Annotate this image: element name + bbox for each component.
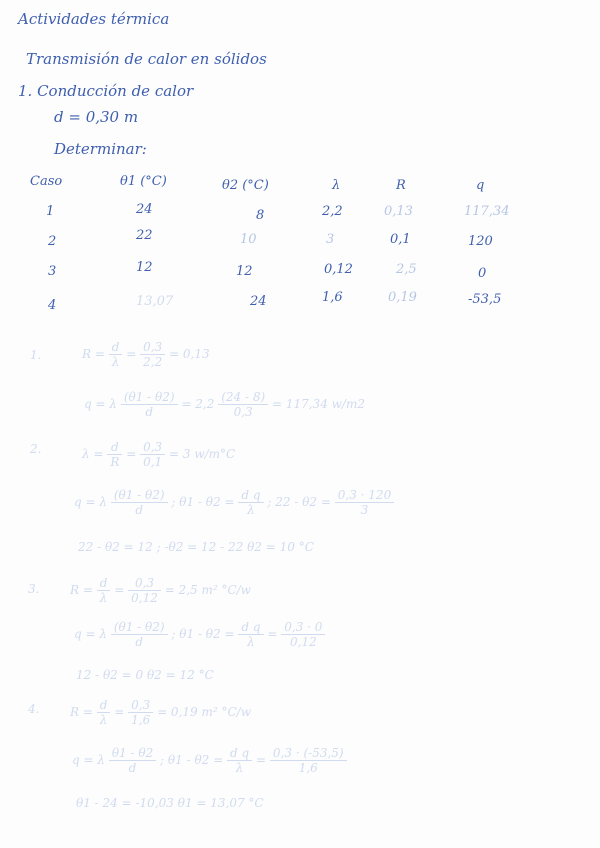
temperature-result: 12 - θ2 = 0 θ2 = 12 °C [76, 668, 214, 682]
solution-number: 3. [28, 582, 40, 596]
given-distance: d = 0,30 m [54, 108, 139, 126]
table-cell: 12 [236, 264, 253, 279]
temperature-result: 22 - θ2 = 12 ; -θ2 = 12 - 22 θ2 = 10 °C [78, 540, 314, 554]
col-header-theta2: θ2 (°C) [222, 178, 269, 193]
table-cell: -53,5 [468, 292, 502, 307]
section-heading: 1. Conducción de calor [18, 82, 194, 100]
table-cell: 0,19 [388, 290, 417, 305]
solution-number: 1. [30, 348, 42, 362]
conductivity-formula: λ = $\frac{d}{R}$ = $\frac{0,3}{0,1}$ = 3 w/m°C [82, 440, 236, 469]
table-cell: 3 [48, 264, 57, 279]
table-cell: 0,13 [384, 204, 413, 219]
flux-formula: q = λ $\frac{(\theta 1 - \theta 2)}{d}$ ; θ1 - θ2 = $\frac{\text{d q}}{\lambda}$ = $\frac{0,3 \cdot 0}{0,12}$ [74, 620, 325, 649]
table-cell: 0,1 [390, 232, 411, 247]
page-title: Actividades térmica [18, 10, 170, 28]
table-cell: 0 [478, 266, 487, 281]
temperature-result: θ1 - 24 = -10,03 θ1 = 13,07 °C [76, 796, 264, 810]
table-cell: 24 [250, 294, 267, 309]
resistance-formula: R = $\frac{d}{\lambda}$ = $\frac{0,3}{0,12}$ = 2,5 m² °C/w [70, 576, 251, 605]
flux-formula: q = λ $\frac{(\theta 1 - \theta 2)}{d}$ ; θ1 - θ2 = $\frac{\text{d q}}{\lambda}$ ; 22 - θ2 = $\frac{0,3 \cdot 120}{3}$ [74, 488, 394, 517]
table-cell: 1 [46, 204, 55, 219]
table-cell: 120 [468, 234, 493, 249]
page-subtitle: Transmisión de calor en sólidos [26, 50, 267, 68]
solution-number: 2. [30, 442, 42, 456]
table-cell: 24 [136, 202, 153, 217]
table-cell: 8 [256, 208, 265, 223]
table-cell: 13,07 [136, 294, 174, 309]
table-cell: 0,12 [324, 262, 353, 277]
col-header-flux: q [476, 178, 485, 193]
flux-formula: q = λ $\frac{(\theta 1 - \theta 2)}{d}$ = 2,2 $\frac{(24 - 8)}{0,3}$ = 117,34 w/m2 [84, 390, 365, 419]
resistance-formula: R = $\frac{d}{\lambda}$ = $\frac{0,3}{1,6}$ = 0,19 m² °C/w [70, 698, 251, 727]
table-cell: 10 [240, 232, 257, 247]
col-header-theta1: θ1 (°C) [120, 174, 167, 189]
table-cell: 4 [48, 298, 57, 313]
table-cell: 2 [48, 234, 57, 249]
col-header-case: Caso [30, 174, 63, 189]
col-header-lambda: λ [332, 178, 341, 193]
table-cell: 2,2 [322, 204, 343, 219]
table-cell: 3 [326, 232, 335, 247]
col-header-resistance: R [396, 178, 406, 193]
resistance-formula: R = $\frac{d}{\lambda}$ = $\frac{0,3}{2,2}$ = 0,13 [82, 340, 210, 369]
table-cell: 12 [136, 260, 153, 275]
table-cell: 1,6 [322, 290, 343, 305]
flux-formula: q = λ $\frac{\theta 1 - \theta 2}{d}$ ; θ1 - θ2 = $\frac{\text{d q}}{\lambda}$ = $\frac{0,3 \cdot (-53,5)}{1,6}$ [72, 746, 347, 775]
table-cell: 117,34 [464, 204, 510, 219]
table-cell: 2,5 [396, 262, 417, 277]
table-cell: 22 [136, 228, 153, 243]
solution-number: 4. [28, 702, 40, 716]
determine-label: Determinar: [54, 140, 147, 158]
